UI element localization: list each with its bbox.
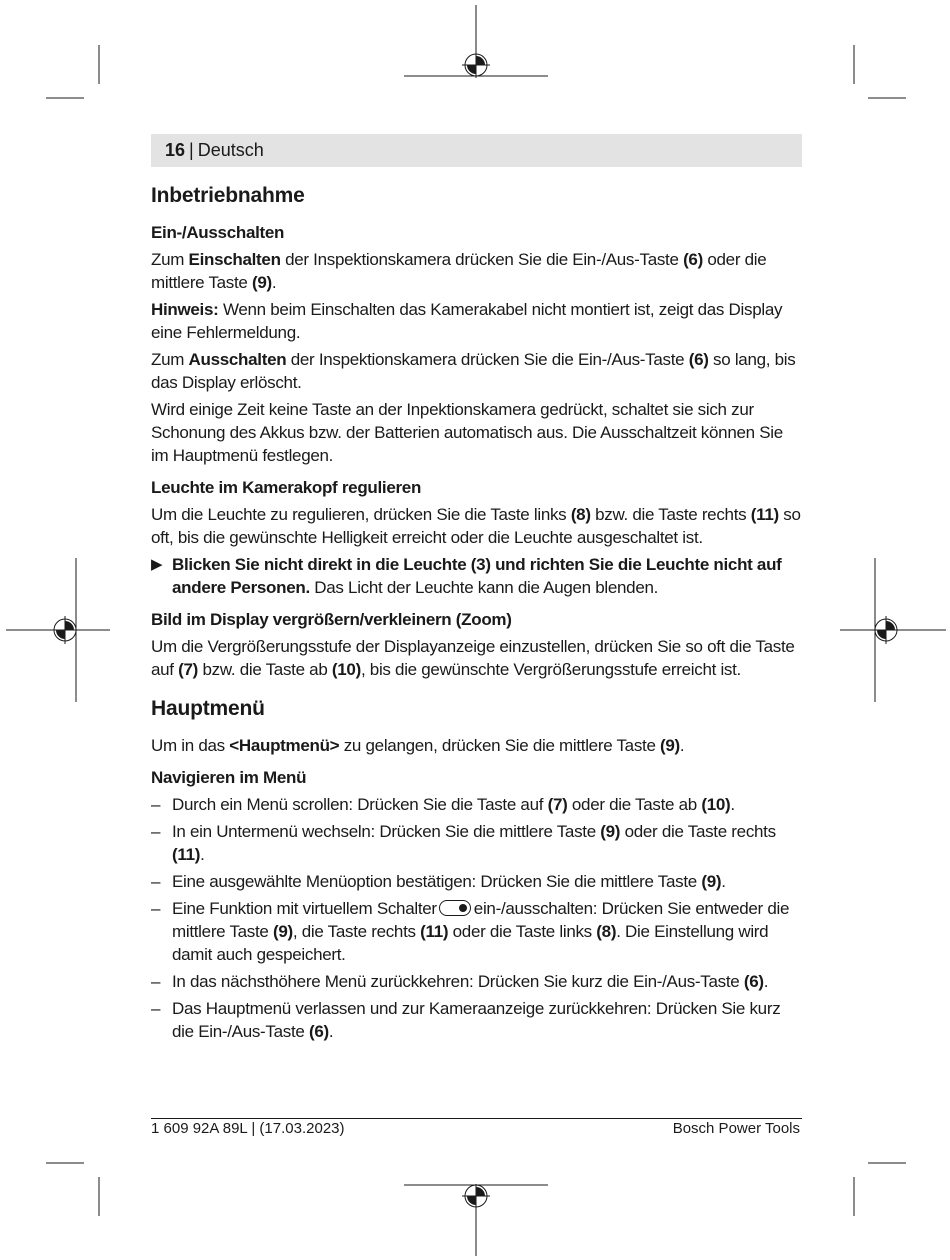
- list-dash: –: [151, 972, 161, 991]
- text: , die Taste rechts: [292, 922, 421, 941]
- bold-text: (9): [600, 822, 621, 841]
- bold-text: (8): [570, 505, 591, 524]
- text: Eine Funktion mit virtuellem Schalter: [172, 899, 437, 918]
- toggle-switch-icon: [439, 900, 471, 916]
- paragraph-auto-off: Wird einige Zeit keine Taste an der Inpektionskamera gedrückt, schaltet sie sich zur Schonung des Akkus bzw. der Batterien automatisch aus. Die Ausschaltzeit können Sie im Hauptmenü festlegen.: [151, 400, 783, 465]
- text: .: [730, 795, 735, 814]
- footer-doc-id: 1 609 92A 89L | (17.03.2023): [151, 1120, 345, 1137]
- paragraph-leuchte: [151, 503, 803, 549]
- text: der Inspektionskamera drücken Sie die Ein-/Aus-Taste: [286, 350, 689, 369]
- list-item: [151, 897, 803, 966]
- bold-text: (8): [596, 922, 617, 941]
- bold-text: (9): [273, 922, 293, 941]
- text: ein-/ausschalten: Drücken Sie entweder die mittlere Taste: [172, 899, 790, 941]
- text: .: [271, 273, 277, 292]
- paragraph-einschalten: [151, 248, 803, 294]
- list-item: [151, 820, 803, 866]
- bold-text: (7): [178, 660, 199, 679]
- bold-text: <Hauptmenü>: [229, 736, 340, 755]
- list-item: [151, 997, 803, 1043]
- text: so lang, bis das Display erlöscht.: [151, 350, 796, 392]
- nav-list: [151, 793, 803, 1043]
- text: .: [721, 872, 726, 891]
- page-header: [151, 134, 802, 167]
- bold-text: (6): [743, 972, 764, 991]
- list-item: [151, 870, 803, 893]
- text: Eine ausgewählte Menüoption bestätigen: Drücken Sie die mittlere Taste: [172, 872, 702, 891]
- text: Zum: [151, 350, 189, 369]
- text: bzw. die Taste rechts: [590, 505, 751, 524]
- text: so oft, bis die gewünschte Helligkeit erreicht oder die Leuchte ausgeschaltet ist.: [151, 505, 801, 547]
- bold-text: (10): [701, 795, 731, 814]
- bold-text: Hinweis:: [151, 300, 219, 319]
- text: der Inspektionskamera drücken Sie die Ein-/Aus-Taste: [280, 250, 684, 269]
- text: In das nächsthöhere Menü zurückkehren: Drücken Sie kurz die Ein-/Aus-Taste: [172, 972, 744, 991]
- text: Um in das: [151, 736, 230, 755]
- list-dash: –: [151, 999, 161, 1018]
- page-content: [151, 182, 803, 1047]
- subheading-leuchte: Leuchte im Kamerakopf regulieren: [151, 478, 422, 497]
- subheading-ein-aus: Ein-/Ausschalten: [151, 223, 285, 242]
- section-title-inbetriebnahme: Inbetriebnahme: [151, 184, 305, 207]
- bold-text: Blicken Sie nicht direkt in die Leuchte (3) und richten Sie die Leuchte nicht auf andere Personen.: [172, 555, 782, 597]
- list-item: [151, 970, 803, 993]
- text: .: [679, 736, 685, 755]
- bold-text: (6): [308, 1022, 329, 1041]
- text: Um die Vergrößerungsstufe der Displayanzeige einzustellen, drücken Sie so oft die Taste auf: [151, 637, 795, 679]
- list-item: [151, 793, 803, 816]
- bold-text: (10): [331, 660, 361, 679]
- text: , bis die gewünschte Vergrößerungsstufe erreicht ist.: [360, 660, 741, 679]
- text: Das Hauptmenü verlassen und zur Kameraanzeige zurückkehren: Drücken Sie kurz die Ein-/Aus-Taste: [172, 999, 781, 1041]
- header-language: Deutsch: [197, 140, 264, 160]
- bold-text: (6): [683, 250, 703, 269]
- bold-text: Ausschalten: [188, 350, 287, 369]
- paragraph-hauptmenu: [151, 734, 803, 757]
- text: oder die Taste ab: [567, 795, 702, 814]
- footer-divider: [151, 1118, 802, 1119]
- text: zu gelangen, drücken Sie die mittlere Taste: [339, 736, 661, 755]
- safety-warning: [151, 553, 803, 599]
- bold-text: (6): [688, 350, 709, 369]
- text: Durch ein Menü scrollen: Drücken Sie die Taste auf: [172, 795, 548, 814]
- text: In ein Untermenü wechseln: Drücken Sie die mittlere Taste: [172, 822, 601, 841]
- bold-text: (9): [660, 736, 680, 755]
- paragraph-zoom: [151, 635, 803, 681]
- text: Das Licht der Leuchte kann die Augen blenden.: [309, 578, 659, 597]
- text: .: [200, 845, 205, 864]
- text: Zum: [151, 250, 189, 269]
- footer-brand: Bosch Power Tools: [672, 1120, 800, 1137]
- section-title-hauptmenu: Hauptmenü: [151, 697, 265, 720]
- list-dash: –: [151, 795, 161, 814]
- header-separator: |: [189, 140, 194, 160]
- list-dash: –: [151, 822, 161, 841]
- bold-text: (11): [750, 505, 779, 524]
- bold-text: (7): [547, 795, 568, 814]
- text: oder die Taste rechts: [620, 822, 776, 841]
- text: Wenn beim Einschalten das Kamerakabel nicht montiert ist, zeigt das Display eine Fehlermeldung.: [151, 300, 783, 342]
- warning-triangle-icon: ▶: [151, 556, 163, 573]
- text: bzw. die Taste ab: [198, 660, 332, 679]
- text: oder die Taste links: [448, 922, 597, 941]
- text: oder die mittlere Taste: [151, 250, 767, 292]
- bold-text: Einschalten: [188, 250, 281, 269]
- bold-text: (9): [701, 872, 722, 891]
- bold-text: (11): [172, 845, 201, 864]
- paragraph-hinweis: [151, 298, 803, 344]
- subheading-zoom: Bild im Display vergrößern/verkleinern (Zoom): [151, 610, 512, 629]
- list-dash: –: [151, 899, 161, 918]
- paragraph-ausschalten: [151, 348, 803, 394]
- bold-text: (9): [252, 273, 272, 292]
- text: . Die Einstellung wird damit auch gespeichert.: [172, 922, 769, 964]
- text: .: [763, 972, 769, 991]
- toggle-knob: [459, 904, 467, 912]
- bold-text: (11): [420, 922, 449, 941]
- subheading-navigieren: Navigieren im Menü: [151, 768, 307, 787]
- list-dash: –: [151, 872, 161, 891]
- page-number: 16: [165, 140, 186, 160]
- text: Um die Leuchte zu regulieren, drücken Sie die Taste links: [151, 505, 571, 524]
- text: .: [328, 1022, 334, 1041]
